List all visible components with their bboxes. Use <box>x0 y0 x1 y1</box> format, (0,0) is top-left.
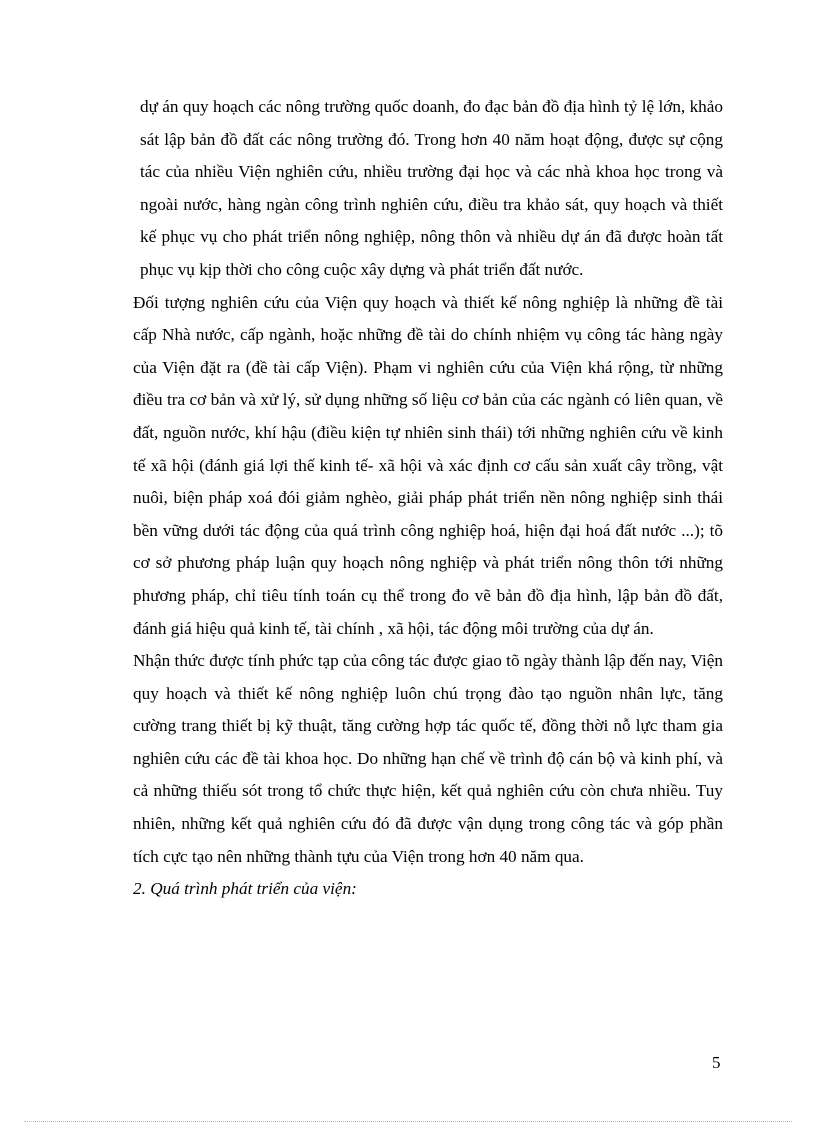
page-bottom-divider <box>24 1121 792 1122</box>
body-text <box>133 91 723 906</box>
paragraph-continuation: dự án quy hoạch các nông trường quốc doanh, đo đạc bản đồ địa hình tỷ lệ lớn, khảo sát lập bản đồ đất các nông trường đó. Trong hơn 40 năm hoạt động, được sự cộng tác của nhiều Viện nghiên cứu, nhiều trường đại học và các nhà khoa học trong và ngoài nước, hàng ngàn công trình nghiên cứu, điều tra khảo sát, quy hoạch và thiết kế phục vụ cho phát triển nông nghiệp, nông thôn và nhiều dự án đã được hoàn tất phục vụ kịp thời cho công cuộc xây dựng và phát triển đất nước. <box>140 97 723 279</box>
page-number: 5 <box>712 1053 721 1072</box>
paragraph-research-scope: Đối tượng nghiên cứu của Viện quy hoạch và thiết kế nông nghiệp là những đề tài cấp Nhà nước, cấp ngành, hoặc những đề tài do chính nhiệm vụ công tác hàng ngày của Viện đặt ra (đề tài cấp Viện). Phạm vi nghiên cứu của Viện khá rộng, từ những điều tra cơ bản và xử lý, sử dụng những số liệu cơ bản của các ngành có liên quan, về đất, nguồn nước, khí hậu (điều kiện tự nhiên sinh thái) tới những nghiên cứu về kinh tế xã hội (đánh giá lợi thế kinh tế- xã hội và xác định cơ cấu sản xuất cây trồng, vật nuôi, biện pháp xoá đói giảm nghèo, giải pháp phát triển nền nông nghiệp sinh thái bền vững dưới tác động của quá trình công nghiệp hoá, hiện đại hoá đất nước ...); tõ cơ sở phương pháp luận quy hoạch nông nghiệp và phát triển nông thôn tới những phương pháp, chỉ tiêu tính toán cụ thể trong đo vẽ bản đồ địa hình, lập bản đồ đất, đánh giá hiệu quả kinh tế, tài chính , xã hội, tác động môi trường của dự án. <box>133 292 723 638</box>
section-heading: 2. Quá trình phát triển của viện: <box>133 879 357 899</box>
paragraph-achievements: Nhận thức được tính phức tạp của công tác được giao tõ ngày thành lập đến nay, Viện quy hoạch và thiết kế nông nghiệp luôn chú trọng đào tạo nguồn nhân lực, tăng cường trang thiết bị kỹ thuật, tăng cường hợp tác quốc tế, đồng thời nỗ lực tham gia nghiên cứu các đề tài khoa học. Do những hạn chế về trình độ cán bộ và kinh phí, và cả những thiếu sót trong tổ chức thực hiện, kết quả nghiên cứu còn chưa nhiều. Tuy nhiên, những kết quả nghiên cứu đó đã được vận dụng trong công tác và góp phần tích cực tạo nên những thành tựu của Viện trong hơn 40 năm qua. <box>133 651 723 866</box>
